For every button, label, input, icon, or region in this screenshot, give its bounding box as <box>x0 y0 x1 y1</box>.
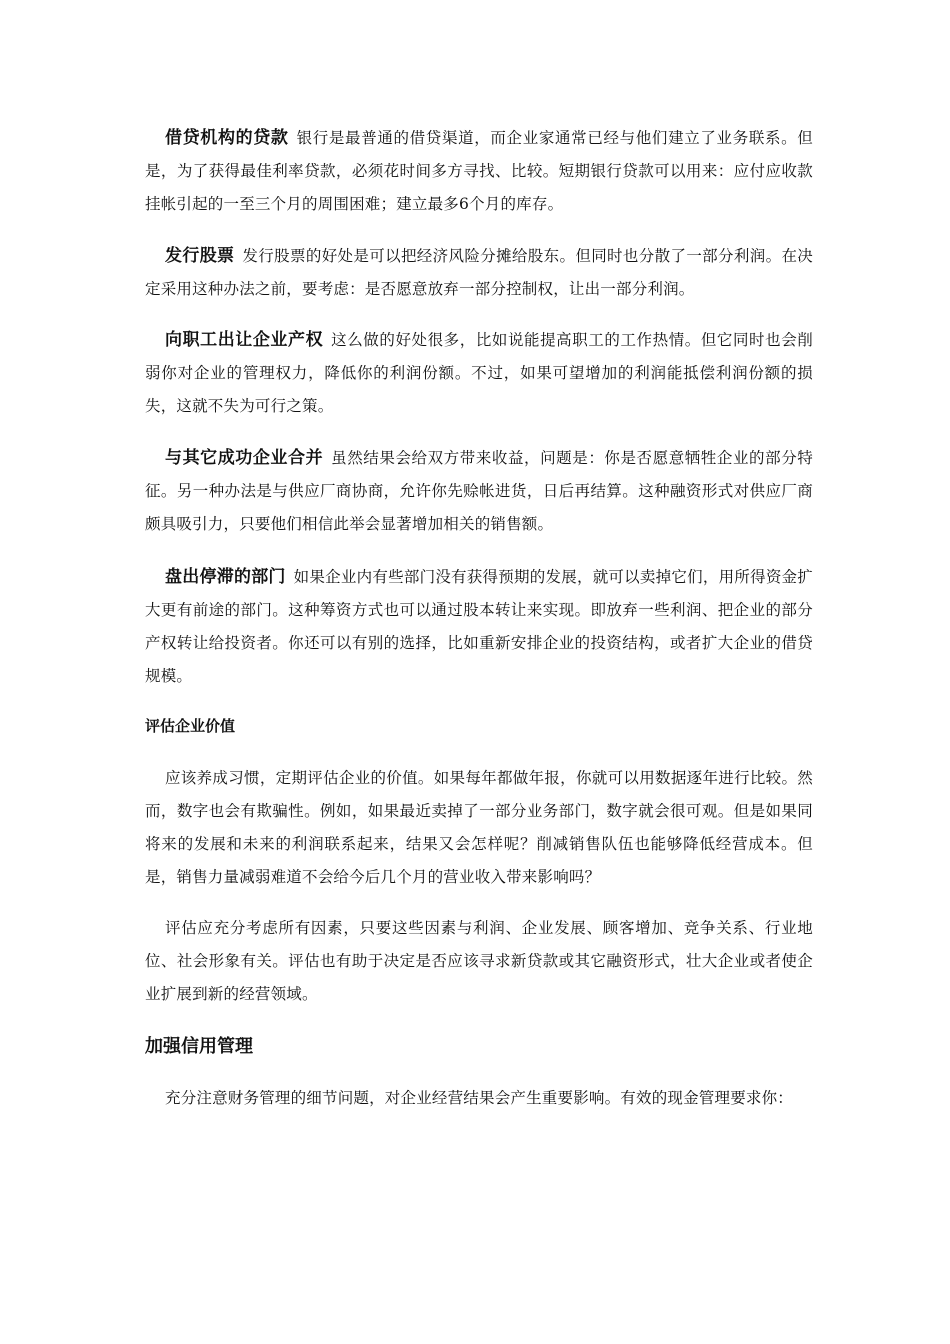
section-lead-employee-equity: 向职工出让企业产权 <box>165 330 324 350</box>
section-text-divest-department: 如果企业内有些部门没有获得预期的发展，就可以卖掉它们，用所得资金扩大更有前途的部门。这种筹资方式也可以通过股本转让来实现。即放弃一些利润、把企业的部分产权转让给投资者。你还可以有别的选择，比如重新安排企业的投资结构，或者扩大企业的借贷规模。 <box>145 568 813 685</box>
section-text-employee-equity: 这么做的好处很多，比如说能提高职工的工作热情。但它同时也会削弱你对企业的管理权力，降低你的利润份额。不过，如果可望增加的利润能抵偿利润份额的损失，这就不失为可行之策。 <box>145 331 813 415</box>
section-issue-stock <box>145 240 813 306</box>
section-text-issue-stock: 发行股票的好处是可以把经济风险分摊给股东。但同时也分散了一部分利润。在决定采用这种办法之前，要考虑：是否愿意放弃一部分控制权，让出一部分利润。 <box>145 247 813 298</box>
section-employee-equity <box>145 324 813 423</box>
section-merger <box>145 442 813 541</box>
credit-paragraph: 充分注意财务管理的细节问题，对企业经营结果会产生重要影响。有效的现金管理要求你： <box>165 1089 794 1107</box>
heading-credit-management: 加强信用管理 <box>145 1036 253 1057</box>
section-lead-merger: 与其它成功企业合并 <box>165 448 324 468</box>
section-text-bank-loans: 银行是最普通的借贷渠道，而企业家通常已经与他们建立了业务联系。但是，为了获得最佳利率贷款，必须花时间多方寻找、比较。短期银行贷款可以用来：应付应收款挂帐引起的一至三个月的周围困难；建立最多6个月的库存。 <box>145 129 814 213</box>
valuation-paragraph-1: 应该养成习惯，定期评估企业的价值。如果每年都做年报，你就可以用数据逐年进行比较。然而，数字也会有欺骗性。例如，如果最近卖掉了一部分业务部门，数字就会很可观。但是如果同将来的发展和未来的利润联系起来，结果又会怎样呢？削减销售队伍也能够降低经营成本。但是，销售力量减弱难道不会给今后几个月的营业收入带来影响吗？ <box>145 769 813 886</box>
heading-valuation: 评估企业价值 <box>145 717 236 735</box>
section-bank-loans <box>145 122 813 221</box>
valuation-paragraph-2: 评估应充分考虑所有因素，只要这些因素与利润、企业发展、顾客增加、竞争关系、行业地位、社会形象有关。评估也有助于决定是否应该寻求新贷款或其它融资形式，壮大企业或者使企业扩展到新的经营领域。 <box>145 919 813 1003</box>
section-lead-divest-department: 盘出停滞的部门 <box>165 567 286 587</box>
section-lead-issue-stock: 发行股票 <box>165 246 235 266</box>
section-lead-bank-loans: 借贷机构的贷款 <box>165 128 289 148</box>
section-text-merger: 虽然结果会给双方带来收益，问题是：你是否愿意牺牲企业的部分特征。另一种办法是与供应厂商协商，允许你先赊帐进货，日后再结算。这种融资形式对供应厂商颇具吸引力，只要他们相信此举会显著增加相关的销售额。 <box>145 449 813 533</box>
section-divest-department <box>145 561 813 693</box>
